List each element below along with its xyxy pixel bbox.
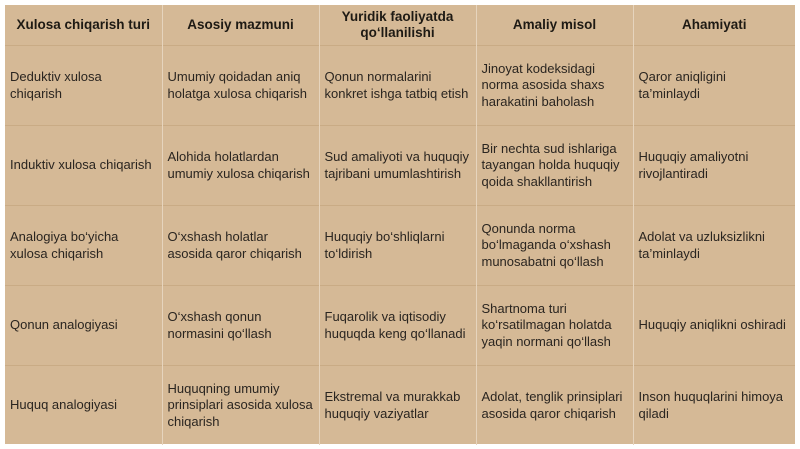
table-row [5,126,795,206]
table-cell: Qonunda norma bo‘lmaganda o‘xshash munosabatni qo‘llash [476,206,633,286]
header-cell-type: Xulosa chiqarish turi [16,17,151,32]
header-cell-example: Amaliy misol [476,5,633,46]
header-row [5,5,795,46]
header-cell-usage: Yuridik faoliyatda qo‘llanilishi [319,5,476,46]
table-row [5,46,795,126]
table-cell: Huquqning umumiy prinsiplari asosida xulosa chiqarish [162,366,319,446]
comparison-table [5,5,795,445]
table-cell: Analogiya bo‘yicha xulosa chiqarish [5,206,162,286]
table-row [5,366,795,446]
table-cell: Ekstremal va murakkab huquqiy vaziyatlar [319,366,476,446]
header-cell-content: Asosiy mazmuni [162,5,319,46]
table-cell: Bir nechta sud ishlariga tayangan holda huquqiy qoida shakllantirish [476,126,633,206]
header-cell-importance: Ahamiyati [633,5,795,46]
table-cell: Alohida holatlardan umumiy xulosa chiqarish [162,126,319,206]
table-row [5,206,795,286]
table-cell: Huquqiy aniqlikni oshiradi [633,286,795,366]
table-cell: Fuqarolik va iqtisodiy huquqda keng qo‘llanadi [319,286,476,366]
table-cell: Adolat, tenglik prinsiplari asosida qaror chiqarish [476,366,633,446]
table-frame [5,5,795,444]
table-cell: Shartnoma turi ko‘rsatilmagan holatda yaqin normani qo‘llash [476,286,633,366]
table-cell: Induktiv xulosa chiqarish [5,126,162,206]
table-cell: Adolat va uzluksizlikni ta’minlaydi [633,206,795,286]
table-cell: Sud amaliyoti va huquqiy tajribani umumlashtirish [319,126,476,206]
table-row [5,286,795,366]
table-cell: Qonun normalarini konkret ishga tatbiq etish [319,46,476,126]
table-cell: Umumiy qoidadan aniq holatga xulosa chiqarish [162,46,319,126]
table-cell: O‘xshash holatlar asosida qaror chiqarish [162,206,319,286]
table-cell: Inson huquqlarini himoya qiladi [633,366,795,446]
table-cell: Qaror aniqligini ta’minlaydi [633,46,795,126]
table-cell: Huquqiy amaliyotni rivojlantiradi [633,126,795,206]
table-cell: O‘xshash qonun normasini qo‘llash [162,286,319,366]
table-cell: Jinoyat kodeksidagi norma asosida shaxs harakatini baholash [476,46,633,126]
table-cell: Huquqiy bo‘shliqlarni to‘ldirish [319,206,476,286]
table-cell: Huquq analogiyasi [5,366,162,446]
table-cell: Deduktiv xulosa chiqarish [5,46,162,126]
table-cell: Qonun analogiyasi [5,286,162,366]
